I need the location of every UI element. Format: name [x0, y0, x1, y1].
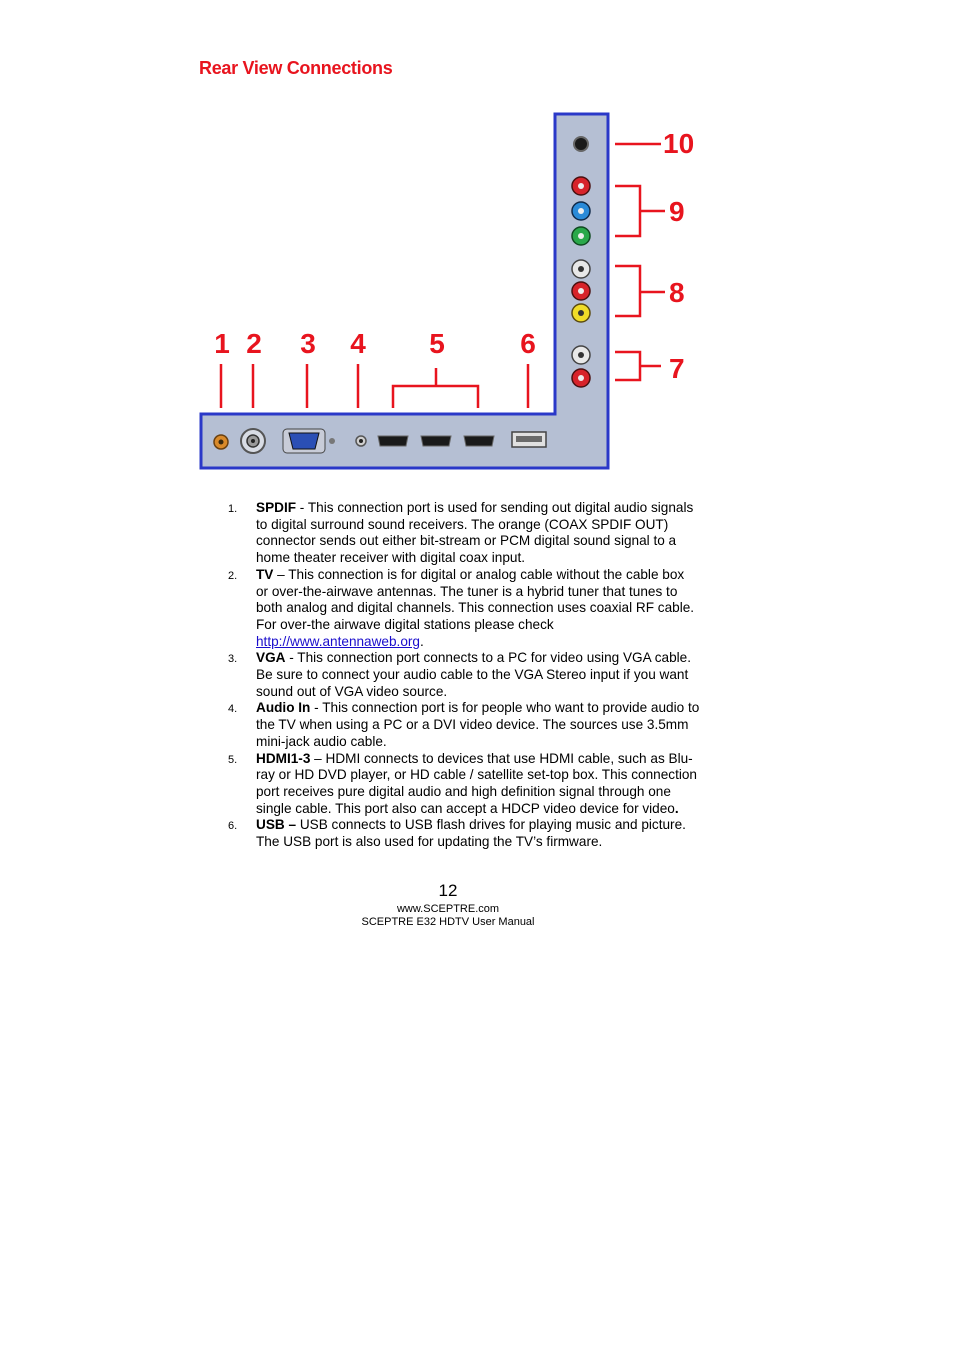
item-term: SPDIF [256, 500, 297, 515]
label-8: 8 [669, 277, 685, 308]
label-6: 6 [520, 328, 536, 359]
page-title: Rear View Connections [199, 58, 393, 78]
connection-list [218, 500, 700, 851]
composite-ports [572, 260, 590, 322]
footer-website: www.SCEPTRE.com [396, 903, 500, 915]
hdmi-ports [378, 436, 494, 446]
item-number: 1. [228, 503, 238, 515]
item-number: 4. [228, 703, 238, 716]
label-4: 4 [350, 328, 366, 359]
spdif-port [214, 435, 228, 449]
rear-panel-diagram [195, 108, 715, 478]
label-2: 2 [246, 328, 262, 359]
item-text-end: . [674, 800, 679, 816]
list-item [218, 817, 700, 850]
item-number: 5. [228, 753, 238, 766]
label-3: 3 [300, 328, 316, 359]
item-text: - This connection port is for people who want to provide audio to the TV when using a PC or a DVI video device. The sources use 3.5mm mini-jack audio cable. [256, 700, 700, 749]
item-number: 2. [228, 569, 238, 582]
headphone-jack [574, 137, 588, 151]
item-text: - This connection port connects to a PC for video using VGA cable. Be sure to connect your audio cable to the VGA Stereo input if you want sound out of VGA video source. [256, 650, 691, 699]
item-number: 3. [228, 653, 238, 666]
label-5: 5 [429, 328, 445, 359]
item-term: TV [256, 566, 274, 582]
item-term: USB – [256, 817, 297, 833]
list-item [218, 500, 700, 567]
item-text-end: . [419, 633, 424, 649]
audio-in-port [356, 436, 366, 446]
component-ports [572, 177, 590, 245]
label-9: 9 [669, 196, 685, 227]
item-term: HDMI1-3 [256, 750, 311, 766]
item-text: - This connection port is used for sending out digital audio signals to digital surround sound receivers. The orange (COAX SPDIF OUT) connector sends out either bit-stream or PCM digital sound signal to a home theater receiver with digital coax input. [256, 500, 694, 566]
panel-body [201, 114, 608, 468]
item-number: 6. [228, 820, 238, 833]
list-item [218, 567, 700, 651]
item-text: USB connects to USB flash drives for playing music and picture. The USB port is also used for updating the TV’s firmware. [256, 817, 686, 850]
list-item [218, 700, 700, 750]
page-number: 12 [438, 881, 458, 900]
antennaweb-link[interactable]: http://www.antennaweb.org [256, 633, 420, 649]
item-text: – This connection is for digital or analog cable without the cable box or over-the-airwave antennas. The tuner is a hybrid tuner that tunes to both analog and digital channels. This connection uses coaxial RF cable. For over-the airwave digital stations please check [256, 566, 695, 632]
label-10: 10 [663, 128, 695, 159]
item-term: VGA [256, 650, 286, 666]
usb-port [512, 432, 546, 447]
tv-coax-port [241, 429, 265, 453]
list-item [218, 751, 700, 818]
list-item [218, 650, 700, 700]
footer-manual-title: SCEPTRE E32 HDTV User Manual [361, 916, 535, 928]
item-text: – HDMI connects to devices that use HDMI cable, such as Blu-ray or HD DVD player, or HD cable / satellite set-top box. This connection port receives pure digital audio and high definition signal through one single cable. This port also can accept a HDCP video device for video [256, 750, 697, 816]
item-term: Audio In [256, 700, 311, 716]
label-1: 1 [214, 328, 230, 359]
label-7: 7 [669, 353, 685, 384]
